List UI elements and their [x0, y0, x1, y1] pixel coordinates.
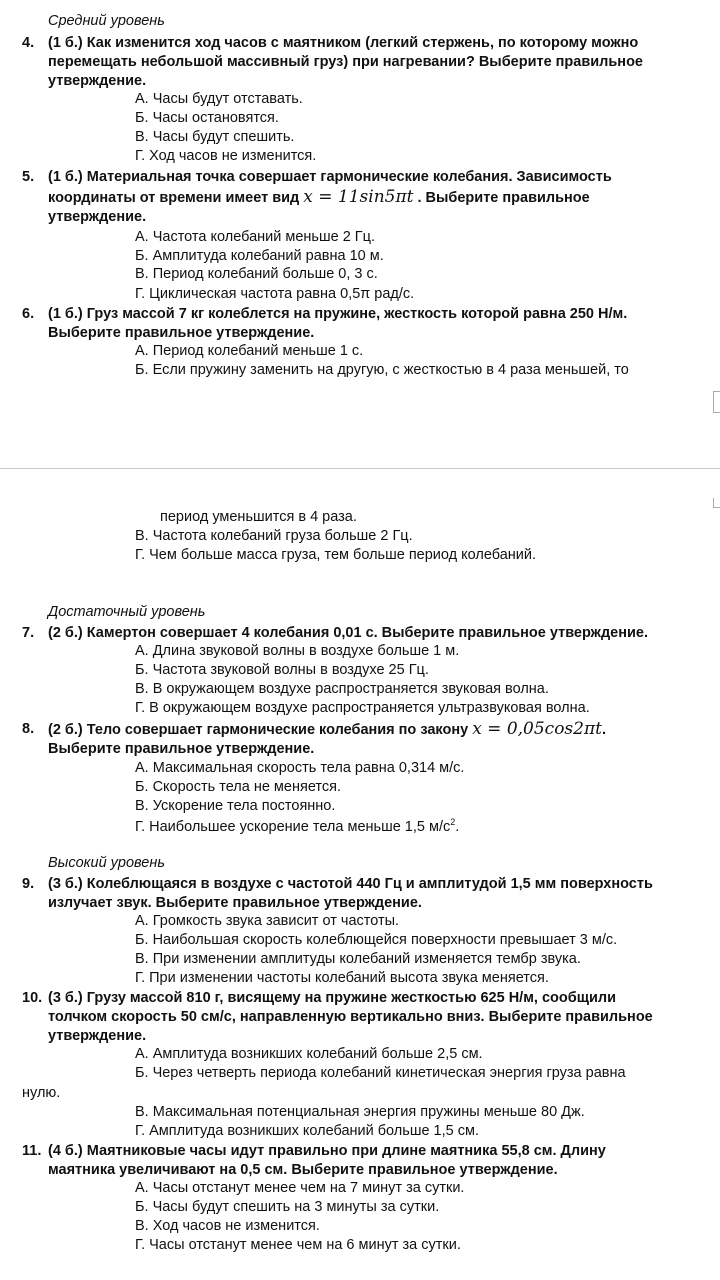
q6-option-g: Г. Чем больше масса груза, тем больше период колебаний. [135, 547, 537, 563]
q5-line-2-after: . Выберите правильное [417, 190, 590, 206]
question-8-line-1 [48, 720, 606, 739]
question-9-line-2: излучает звук. Выберите правильное утверждение. [48, 895, 422, 911]
question-10-number: 10. [22, 990, 43, 1006]
question-8-line-2: Выберите правильное утверждение. [48, 741, 315, 757]
q6-option-b: Б. Если пружину заменить на другую, с жесткостью в 4 раза меньшей, то [135, 362, 629, 378]
q4-option-g: Г. Ход часов не изменится. [135, 148, 317, 164]
question-4-line-1: (1 б.) Как изменится ход часов с маятником (легкий стержень, по которому можно [48, 35, 639, 51]
q4-option-a: А. Часы будут отставать. [135, 91, 303, 107]
q8-option-a: А. Максимальная скорость тела равна 0,314 м/с. [135, 760, 465, 776]
q11-option-a: А. Часы отстанут менее чем на 7 минут за сутки. [135, 1180, 465, 1196]
q7-option-a: А. Длина звуковой волны в воздухе больше 1 м. [135, 643, 460, 659]
q4-option-v: В. Часы будут спешить. [135, 129, 295, 145]
q8-line-1-text: (2 б.) Тело совершает гармонические колебания по закону [48, 722, 469, 738]
q10-option-a: А. Амплитуда возникших колебаний больше 2,5 см. [135, 1046, 483, 1062]
question-5-line-2 [48, 188, 590, 207]
question-11-line-2: маятника увеличивают на 0,5 см. Выберите правильное утверждение. [48, 1162, 558, 1178]
question-10-line-2: толчком скорость 50 см/с, направленную вертикально вниз. Выберите правильное [48, 1009, 653, 1025]
q11-option-v: В. Ход часов не изменится. [135, 1218, 320, 1234]
question-7-line-1: (2 б.) Камертон совершает 4 колебания 0,01 с. Выберите правильное утверждение. [48, 625, 648, 641]
q8-option-g [135, 817, 459, 835]
q10-option-b: Б. Через четверть периода колебаний кинетическая энергия груза равна [135, 1065, 626, 1081]
q8-line-1-after: . [601, 722, 607, 738]
q5-option-b: Б. Амплитуда колебаний равна 10 м. [135, 248, 384, 264]
question-5-line-1: (1 б.) Материальная точка совершает гармонические колебания. Зависимость [48, 169, 612, 185]
question-7-number: 7. [22, 625, 35, 641]
q8-option-g-end: . [455, 818, 460, 835]
page-edge-marker-2 [713, 498, 720, 508]
q7-option-v: В. В окружающем воздухе распространяется звуковая волна. [135, 681, 549, 697]
page-bottom [0, 498, 720, 1280]
question-5-number: 5. [22, 169, 35, 185]
question-10-line-3: утверждение. [48, 1028, 147, 1044]
question-4-line-3: утверждение. [48, 73, 147, 89]
level-heading-medium: Средний уровень [48, 13, 165, 29]
q10-option-v: В. Максимальная потенциальная энергия пружины меньше 80 Дж. [135, 1104, 585, 1120]
q10-option-b-wrap: нулю. [22, 1085, 61, 1101]
q8-option-g-text: Г. Наибольшее ускорение тела меньше 1,5 м/с [135, 818, 451, 835]
page-separator [0, 468, 720, 469]
q10-option-g: Г. Амплитуда возникших колебаний больше 1,5 см. [135, 1123, 479, 1139]
question-11-line-1: (4 б.) Маятниковые часы идут правильно при длине маятника 55,8 см. Длину [48, 1143, 606, 1159]
question-8-number: 8. [22, 721, 35, 737]
q8-formula: x = 0,05cos2πt [472, 719, 602, 739]
page-top [0, 0, 720, 440]
q8-option-g-sup: 2 [450, 817, 456, 827]
question-10-line-1: (3 б.) Грузу массой 810 г, висящему на пружине жесткостью 625 Н/м, сообщили [48, 990, 616, 1006]
question-9-line-1: (3 б.) Колеблющаяся в воздухе с частотой 440 Гц и амплитудой 1,5 мм поверхность [48, 876, 653, 892]
q4-option-b: Б. Часы остановятся. [135, 110, 279, 126]
q9-option-v: В. При изменении амплитуды колебаний изменяется тембр звука. [135, 951, 581, 967]
q6-option-v: В. Частота колебаний груза больше 2 Гц. [135, 528, 413, 544]
q5-option-g: Г. Циклическая частота равна 0,5π рад/с. [135, 286, 415, 302]
q11-option-g: Г. Часы отстанут менее чем на 6 минут за сутки. [135, 1237, 461, 1253]
level-heading-sufficient: Достаточный уровень [48, 604, 206, 620]
question-9-number: 9. [22, 876, 35, 892]
q8-option-v: В. Ускорение тела постоянно. [135, 798, 336, 814]
question-6-line-2: Выберите правильное утверждение. [48, 325, 315, 341]
question-6-line-1: (1 б.) Груз массой 7 кг колеблется на пружине, жесткость которой равна 250 Н/м. [48, 306, 628, 322]
q6-option-a: А. Период колебаний меньше 1 с. [135, 343, 364, 359]
question-5-line-3: утверждение. [48, 209, 147, 225]
level-heading-high: Высокий уровень [48, 855, 165, 871]
q9-option-b: Б. Наибольшая скорость колеблющейся поверхности превышает 3 м/с. [135, 932, 618, 948]
q8-option-b: Б. Скорость тела не меняется. [135, 779, 342, 795]
q9-option-a: А. Громкость звука зависит от частоты. [135, 913, 400, 929]
question-11-number: 11. [22, 1143, 42, 1159]
q11-option-b: Б. Часы будут спешить на 3 минуты за сутки. [135, 1199, 440, 1215]
question-4-line-2: перемещать небольшой массивный груз) при нагревании? Выберите правильное [48, 54, 643, 70]
question-4-number: 4. [22, 35, 35, 51]
q7-option-g: Г. В окружающем воздухе распространяется ультразвуковая волна. [135, 700, 590, 716]
q5-option-v: В. Период колебаний больше 0, 3 с. [135, 266, 378, 282]
q5-line-2-text: координаты от времени имеет вид [48, 190, 300, 206]
question-6-number: 6. [22, 306, 35, 322]
q5-option-a: А. Частота колебаний меньше 2 Гц. [135, 229, 375, 245]
q5-formula: x = 11sin5πt [303, 187, 414, 207]
q7-option-b: Б. Частота звуковой волны в воздухе 25 Гц. [135, 662, 429, 678]
q6-option-b-continuation: период уменьшится в 4 раза. [160, 509, 357, 525]
page-edge-marker [713, 391, 720, 413]
q9-option-g: Г. При изменении частоты колебаний высота звука меняется. [135, 970, 549, 986]
